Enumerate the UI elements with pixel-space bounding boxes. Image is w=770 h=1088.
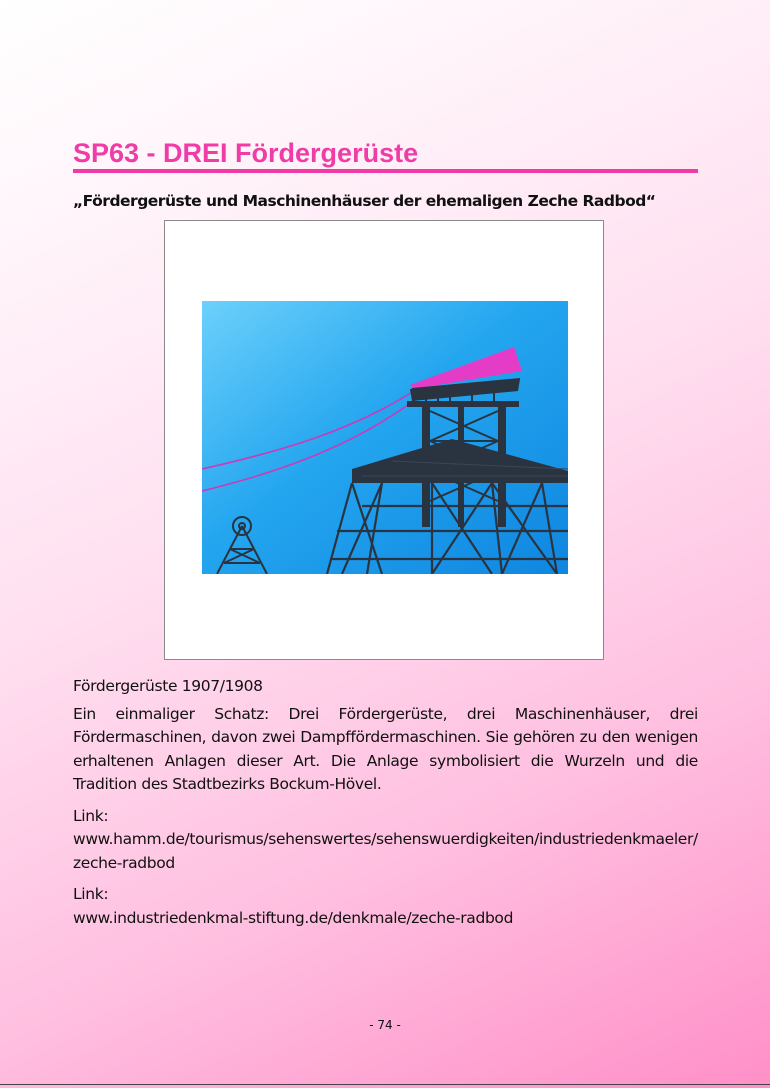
hamm-link[interactable]: www.hamm.de/tourismus/sehenswertes/sehenswuerdigkeiten/industriedenkmaeler/zeche-radbod xyxy=(73,830,698,872)
headframe-photo xyxy=(202,301,568,574)
page-subtitle: „Fördergerüste und Maschinenhäuser der ehemaligen Zeche Radbod“ xyxy=(73,192,656,210)
link-label-2: Link: xyxy=(73,885,109,903)
section-heading: Fördergerüste 1907/1908 xyxy=(73,677,263,695)
link-url-2[interactable] xyxy=(73,907,698,931)
photo-frame xyxy=(164,220,604,660)
link-label-1: Link: xyxy=(73,806,109,825)
page-number: - 74 - xyxy=(369,1018,401,1032)
bottom-divider xyxy=(0,1084,770,1085)
description-paragraph: Ein einmaliger Schatz: Drei Fördergerüste, drei Maschinenhäuser, drei Fördermaschinen, davon zwei Dampffördermaschinen. Sie gehören zu den wenigen erhaltenen Anlagen dieser Art. Die Anlage symbolisiert die Wurzeln und die Tradition des Stadtbezirks Bockum-Hövel. xyxy=(73,704,698,793)
link-url-1[interactable] xyxy=(73,828,698,875)
page-title: SP63 - DREI Fördergerüste xyxy=(73,138,419,168)
title-underline xyxy=(73,169,698,173)
stiftung-link[interactable]: www.industriedenkmal-stiftung.de/denkmale/zeche-radbod xyxy=(73,908,514,927)
body-text xyxy=(73,675,698,938)
